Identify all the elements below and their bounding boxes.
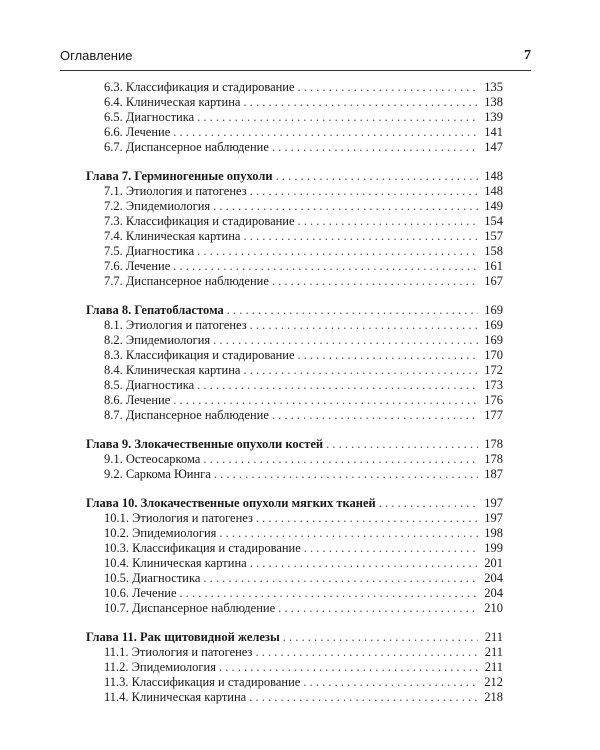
dot-leader (227, 303, 478, 318)
dot-leader (379, 496, 478, 511)
toc-entry-page: 141 (484, 125, 503, 139)
toc-section-entry[interactable] (86, 675, 503, 690)
toc-entry-page: 177 (484, 408, 503, 422)
toc-entry-title: 9.1. Остеосаркома (104, 452, 201, 466)
toc-section-entry[interactable] (86, 199, 503, 214)
dot-leader (298, 80, 478, 95)
dot-leader (173, 125, 478, 140)
toc-section-entry[interactable] (86, 363, 503, 378)
toc-entry-title: 7.5. Диагностика (104, 244, 195, 258)
toc-entry-title: 11.2. Эпидемиология (104, 660, 216, 674)
dot-leader (276, 169, 478, 184)
header-title: Оглавление (60, 48, 133, 63)
running-header (60, 48, 531, 64)
toc-entry-title: 8.5. Диагностика (104, 378, 195, 392)
toc-entry-page: 161 (484, 259, 503, 273)
toc-section-entry[interactable] (86, 408, 503, 423)
toc-entry-title: 10.7. Диспансерное наблюдение (104, 601, 276, 615)
toc-entry-page: 148 (484, 184, 503, 198)
toc-entry-page: 212 (484, 675, 503, 689)
toc-section-entry[interactable] (86, 274, 503, 289)
toc-section-entry[interactable] (86, 80, 503, 95)
toc-entry-page: 157 (484, 229, 503, 243)
toc-entry-title: Глава 7. Герминогенные опухоли (86, 169, 273, 183)
toc-entry-title: 8.7. Диспансерное наблюдение (104, 408, 269, 422)
dot-leader (303, 675, 478, 690)
toc-chapter-entry[interactable] (86, 496, 503, 511)
toc-entry-title: 10.3. Классификация и стадирование (104, 541, 301, 555)
dot-leader (304, 541, 478, 556)
toc-entry-title: 10.2. Эпидемиология (104, 526, 217, 540)
toc-section-entry[interactable] (86, 184, 503, 199)
section-gap (86, 482, 503, 496)
toc-entry-title: 6.3. Классификация и стадирование (104, 80, 295, 94)
dot-leader (213, 199, 478, 214)
toc-section-entry[interactable] (86, 586, 503, 601)
toc-section-entry[interactable] (86, 333, 503, 348)
toc-section-entry[interactable] (86, 95, 503, 110)
dot-leader (214, 467, 478, 482)
dot-leader (243, 229, 478, 244)
toc-section-entry[interactable] (86, 526, 503, 541)
dot-leader (213, 333, 478, 348)
toc-entry-title: 7.7. Диспансерное наблюдение (104, 274, 269, 288)
toc-entry-title: 7.2. Эпидемиология (104, 199, 211, 213)
dot-leader (272, 140, 478, 155)
table-of-contents (86, 80, 503, 705)
toc-entry-title: 11.4. Клиническая картина (104, 690, 247, 704)
toc-entry-page: 199 (484, 541, 503, 555)
toc-section-entry[interactable] (86, 556, 503, 571)
toc-entry-page: 198 (484, 526, 503, 540)
dot-leader (272, 408, 478, 423)
section-gap (86, 423, 503, 437)
toc-entry-page: 139 (484, 110, 503, 124)
toc-section-entry[interactable] (86, 229, 503, 244)
toc-section-entry[interactable] (86, 571, 503, 586)
dot-leader (326, 437, 478, 452)
page-number: 7 (524, 48, 531, 63)
dot-leader (278, 601, 478, 616)
toc-section-entry[interactable] (86, 645, 503, 660)
toc-entry-page: 147 (484, 140, 503, 154)
toc-entry-title: 10.5. Диагностика (104, 571, 201, 585)
dot-leader (243, 363, 478, 378)
dot-leader (197, 110, 478, 125)
dot-leader (180, 586, 478, 601)
toc-entry-title: 11.3. Классификация и стадирование (104, 675, 301, 689)
toc-section-entry[interactable] (86, 348, 503, 363)
toc-entry-page: 158 (484, 244, 503, 258)
toc-entry-page: 211 (484, 645, 503, 659)
toc-section-entry[interactable] (86, 259, 503, 274)
toc-entry-title: 8.1. Этиология и патогенез (104, 318, 247, 332)
dot-leader (197, 378, 478, 393)
toc-chapter-entry[interactable] (86, 303, 503, 318)
section-gap (86, 616, 503, 630)
toc-section-entry[interactable] (86, 125, 503, 140)
dot-leader (255, 645, 478, 660)
toc-entry-page: 204 (484, 586, 503, 600)
toc-entry-title: Глава 9. Злокачественные опухоли костей (86, 437, 324, 451)
toc-entry-title: 7.4. Клиническая картина (104, 229, 241, 243)
toc-section-entry[interactable] (86, 601, 503, 616)
toc-entry-title: 6.6. Лечение (104, 125, 171, 139)
dot-leader (250, 318, 478, 333)
toc-entry-page: 149 (484, 199, 503, 213)
toc-chapter-entry[interactable] (86, 169, 503, 184)
toc-section-entry[interactable] (86, 140, 503, 155)
toc-chapter-entry[interactable] (86, 630, 503, 645)
dot-leader (298, 348, 478, 363)
dot-leader (173, 259, 478, 274)
toc-entry-title: 8.6. Лечение (104, 393, 171, 407)
toc-entry-page: 210 (484, 601, 503, 615)
toc-section-entry[interactable] (86, 214, 503, 229)
dot-leader (272, 274, 478, 289)
toc-entry-page: 204 (484, 571, 503, 585)
toc-section-entry[interactable] (86, 393, 503, 408)
toc-entry-page: 197 (484, 511, 503, 525)
toc-entry-page: 172 (484, 363, 503, 377)
dot-leader (219, 526, 478, 541)
toc-entry-page: 154 (484, 214, 503, 228)
toc-entry-page: 167 (484, 274, 503, 288)
dot-leader (243, 95, 478, 110)
toc-entry-title: 6.5. Диагностика (104, 110, 195, 124)
toc-entry-title: Глава 10. Злокачественные опухоли мягких тканей (86, 496, 376, 510)
toc-entry-page: 173 (484, 378, 503, 392)
dot-leader (250, 556, 478, 571)
toc-entry-title: 8.4. Клиническая картина (104, 363, 241, 377)
toc-entry-page: 138 (484, 95, 503, 109)
dot-leader (203, 571, 478, 586)
toc-entry-page: 201 (484, 556, 503, 570)
toc-section-entry[interactable] (86, 318, 503, 333)
toc-entry-page: 169 (484, 318, 503, 332)
toc-entry-title: Глава 11. Рак щитовидной железы (86, 630, 280, 644)
toc-entry-title: 8.2. Эпидемиология (104, 333, 211, 347)
toc-entry-title: 8.3. Классификация и стадирование (104, 348, 295, 362)
toc-section-entry[interactable] (86, 110, 503, 125)
header-rule (60, 70, 531, 71)
toc-entry-page: 187 (484, 467, 503, 481)
toc-entry-page: 197 (484, 496, 503, 510)
dot-leader (173, 393, 478, 408)
toc-entry-title: 10.4. Клиническая картина (104, 556, 247, 570)
toc-entry-title: 10.6. Лечение (104, 586, 177, 600)
toc-entry-page: 211 (484, 660, 503, 674)
dot-leader (249, 690, 478, 705)
toc-entry-page: 178 (484, 437, 503, 451)
toc-entry-page: 211 (484, 630, 503, 644)
toc-entry-page: 135 (484, 80, 503, 94)
toc-entry-page: 178 (484, 452, 503, 466)
toc-entry-title: 10.1. Этиология и патогенез (104, 511, 253, 525)
toc-entry-title: 7.6. Лечение (104, 259, 171, 273)
toc-section-entry[interactable] (86, 452, 503, 467)
section-gap (86, 289, 503, 303)
toc-section-entry[interactable] (86, 467, 503, 482)
toc-section-entry[interactable] (86, 541, 503, 556)
toc-section-entry[interactable] (86, 511, 503, 526)
dot-leader (250, 184, 478, 199)
toc-section-entry[interactable] (86, 660, 503, 675)
toc-entry-page: 176 (484, 393, 503, 407)
dot-leader (256, 511, 478, 526)
toc-entry-title: 7.3. Классификация и стадирование (104, 214, 295, 228)
toc-entry-title: 6.4. Клиническая картина (104, 95, 241, 109)
toc-entry-title: 6.7. Диспансерное наблюдение (104, 140, 269, 154)
dot-leader (203, 452, 478, 467)
toc-entry-page: 218 (484, 690, 503, 704)
toc-entry-title: Глава 8. Гепатобластома (86, 303, 224, 317)
dot-leader (197, 244, 478, 259)
toc-entry-title: 7.1. Этиология и патогенез (104, 184, 247, 198)
toc-section-entry[interactable] (86, 378, 503, 393)
toc-section-entry[interactable] (86, 690, 503, 705)
toc-section-entry[interactable] (86, 244, 503, 259)
toc-entry-title: 11.1. Этиология и патогенез (104, 645, 253, 659)
toc-entry-page: 169 (484, 333, 503, 347)
dot-leader (219, 660, 478, 675)
dot-leader (298, 214, 478, 229)
toc-entry-page: 148 (484, 169, 503, 183)
dot-leader (283, 630, 478, 645)
toc-entry-title: 9.2. Саркома Юинга (104, 467, 211, 481)
section-gap (86, 155, 503, 169)
toc-entry-page: 169 (484, 303, 503, 317)
toc-chapter-entry[interactable] (86, 437, 503, 452)
toc-entry-page: 170 (484, 348, 503, 362)
